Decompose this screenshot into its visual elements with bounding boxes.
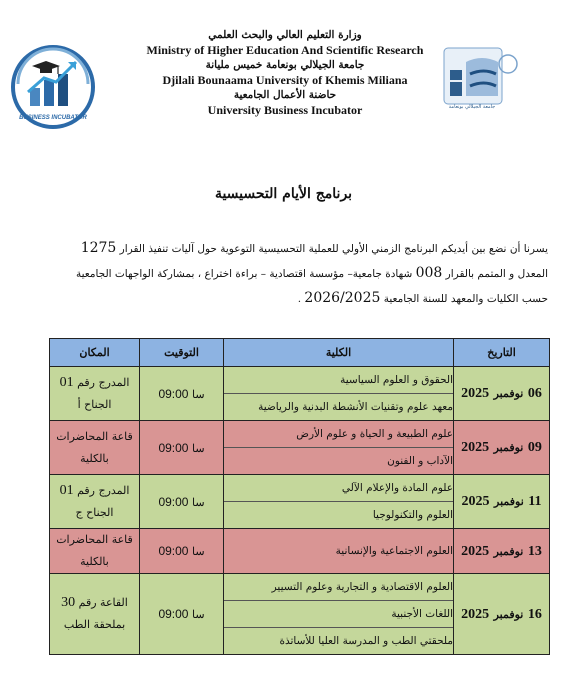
date-month: نوفمبر <box>493 607 524 621</box>
ministry-en: Ministry of Higher Education And Scientific Research <box>146 43 424 57</box>
date-month: نوفمبر <box>493 387 524 400</box>
place-line-1 <box>50 529 139 551</box>
date-day: 16 <box>527 606 542 622</box>
time-cell <box>140 475 224 529</box>
incubator-ar: حاضنة الأعمال الجامعية <box>233 89 337 101</box>
place-label: قاعة المحاضرات <box>56 429 133 443</box>
faculty-name: الحقوق و العلوم السياسية <box>340 374 453 386</box>
date-month: نوفمبر <box>494 495 524 508</box>
place-line-1 <box>50 426 139 448</box>
letterhead <box>130 28 440 118</box>
date-cell <box>454 574 550 655</box>
header-faculty: الكلية <box>224 339 454 367</box>
place-label: القاعة رقم <box>78 596 128 609</box>
faculty-cell <box>224 574 454 655</box>
place-label: المدرج رقم <box>77 375 130 389</box>
header-time: التوقيت <box>140 339 224 367</box>
faculty-cell <box>224 475 454 529</box>
place-line-2: بالكلية <box>80 451 109 465</box>
table-row <box>50 529 550 574</box>
time-value: 09:00 <box>158 440 189 455</box>
date-month: نوفمبر <box>493 544 524 558</box>
time-unit: سا <box>191 387 205 401</box>
time-unit: سا <box>191 608 205 621</box>
page-title: برنامج الأيام التحسيسية <box>214 186 353 202</box>
date-year: 2025 <box>461 606 490 622</box>
logo-right-text: جامعة الجيلالي بونعامة <box>448 104 496 110</box>
date-cell <box>454 529 550 574</box>
place-cell <box>50 367 140 421</box>
time-cell <box>140 367 224 421</box>
header-place: المكان <box>50 339 140 367</box>
university-logo <box>442 44 522 112</box>
faculty-name: اللغات الأجنبية <box>224 600 453 627</box>
time-unit: سا <box>191 441 205 455</box>
time-value: 09:00 <box>158 607 189 621</box>
date-month: نوفمبر <box>493 441 524 454</box>
date-day: 11 <box>528 494 542 509</box>
place-number: 30 <box>61 595 76 610</box>
intro-line-1 <box>48 236 548 261</box>
date-day: 09 <box>527 440 542 455</box>
intro-text: المعدل و المتمم بالقرار <box>442 268 548 280</box>
place-line-1 <box>50 480 139 502</box>
table-row <box>50 421 550 475</box>
ministry-ar: وزارة التعليم العالي والبحث العلمي <box>208 29 362 41</box>
place-label: قاعة المحاضرات <box>56 533 133 546</box>
table-row <box>50 367 550 421</box>
intro-line-3 <box>48 286 548 311</box>
faculty-name: علوم المادة والإعلام الآلي <box>341 482 453 494</box>
header-date: التاريخ <box>454 339 550 367</box>
place-line-2: بالكلية <box>80 555 109 568</box>
place-cell <box>50 529 140 574</box>
business-incubator-logo <box>10 44 96 130</box>
time-value: 09:00 <box>158 544 189 558</box>
place-line-1 <box>50 372 139 394</box>
date-year: 2025 <box>461 543 490 559</box>
time-value: 09:00 <box>158 494 189 509</box>
place-line-2: الجناح أ <box>77 397 112 411</box>
faculty-cell <box>224 529 454 574</box>
place-cell <box>50 421 140 475</box>
time-cell <box>140 421 224 475</box>
academic-year: 2026/2025 <box>304 290 381 306</box>
place-cell <box>50 574 140 655</box>
faculty-name: معهد علوم وتقنيات الأنشطة البدنية والرياضية <box>224 393 453 420</box>
place-cell <box>50 475 140 529</box>
place-number: 01 <box>59 482 74 498</box>
time-unit: سا <box>191 495 205 509</box>
time-value: 09:00 <box>158 386 189 401</box>
place-line-2: الجناح ج <box>75 505 114 519</box>
intro-text: يسرنا أن نضع بين أيديكم البرنامج الزمني الأولي للعملية التحسيسية التوعوية حول آليات تنفيذ القرار <box>116 243 548 255</box>
date-cell <box>454 367 550 421</box>
table-header-row <box>50 339 550 367</box>
faculty-name: العلوم الاجتماعية والإنسانية <box>335 545 453 557</box>
decree-number: 1275 <box>80 240 117 256</box>
university-en: Djilali Bounaama University of Khemis Miliana <box>162 73 408 87</box>
place-number: 01 <box>59 374 74 390</box>
place-line-1 <box>50 592 139 614</box>
date-cell <box>454 475 550 529</box>
faculty-cell <box>224 421 454 475</box>
date-cell <box>454 421 550 475</box>
date-year: 2025 <box>461 440 490 455</box>
date-day: 13 <box>527 543 542 559</box>
date-year: 2025 <box>461 494 490 509</box>
table-row <box>50 574 550 655</box>
table-row <box>50 475 550 529</box>
time-unit: سا <box>191 545 205 558</box>
faculty-cell <box>224 367 454 421</box>
intro-paragraph <box>48 236 548 311</box>
time-cell <box>140 529 224 574</box>
intro-text: . <box>297 293 305 305</box>
intro-line-2 <box>48 261 548 286</box>
date-year: 2025 <box>461 386 490 401</box>
faculty-name: الآداب و الفنون <box>224 447 453 474</box>
place-label: المدرج رقم <box>77 483 130 497</box>
faculty-name: علوم الطبيعة و الحياة و علوم الأرض <box>296 428 453 440</box>
table-body <box>50 367 550 655</box>
date-day: 06 <box>527 386 542 401</box>
intro-text: حسب الكليات والمعهد للسنة الجامعية <box>380 293 548 305</box>
schedule-table <box>49 338 550 655</box>
logo-left-text: BUSINESS INCUBATOR <box>19 115 87 121</box>
time-cell <box>140 574 224 655</box>
university-ar: جامعة الجيلالي بونعامة خميس مليانة <box>205 59 365 71</box>
faculty-name: ملحقتي الطب و المدرسة العليا للأساتذة <box>224 627 453 654</box>
place-line-2: بملحقة الطب <box>63 618 126 631</box>
faculty-name: العلوم والتكنولوجيا <box>224 501 453 528</box>
decree-number: 008 <box>415 265 443 281</box>
faculty-name: العلوم الاقتصادية و التجارية وعلوم التسيير <box>271 581 453 593</box>
incubator-en: University Business Incubator <box>207 103 363 117</box>
intro-text: شهادة جامعية– مؤسسة اقتصادية – براءة اختراع ، بمشاركة الواجهات الجامعية <box>76 268 416 280</box>
